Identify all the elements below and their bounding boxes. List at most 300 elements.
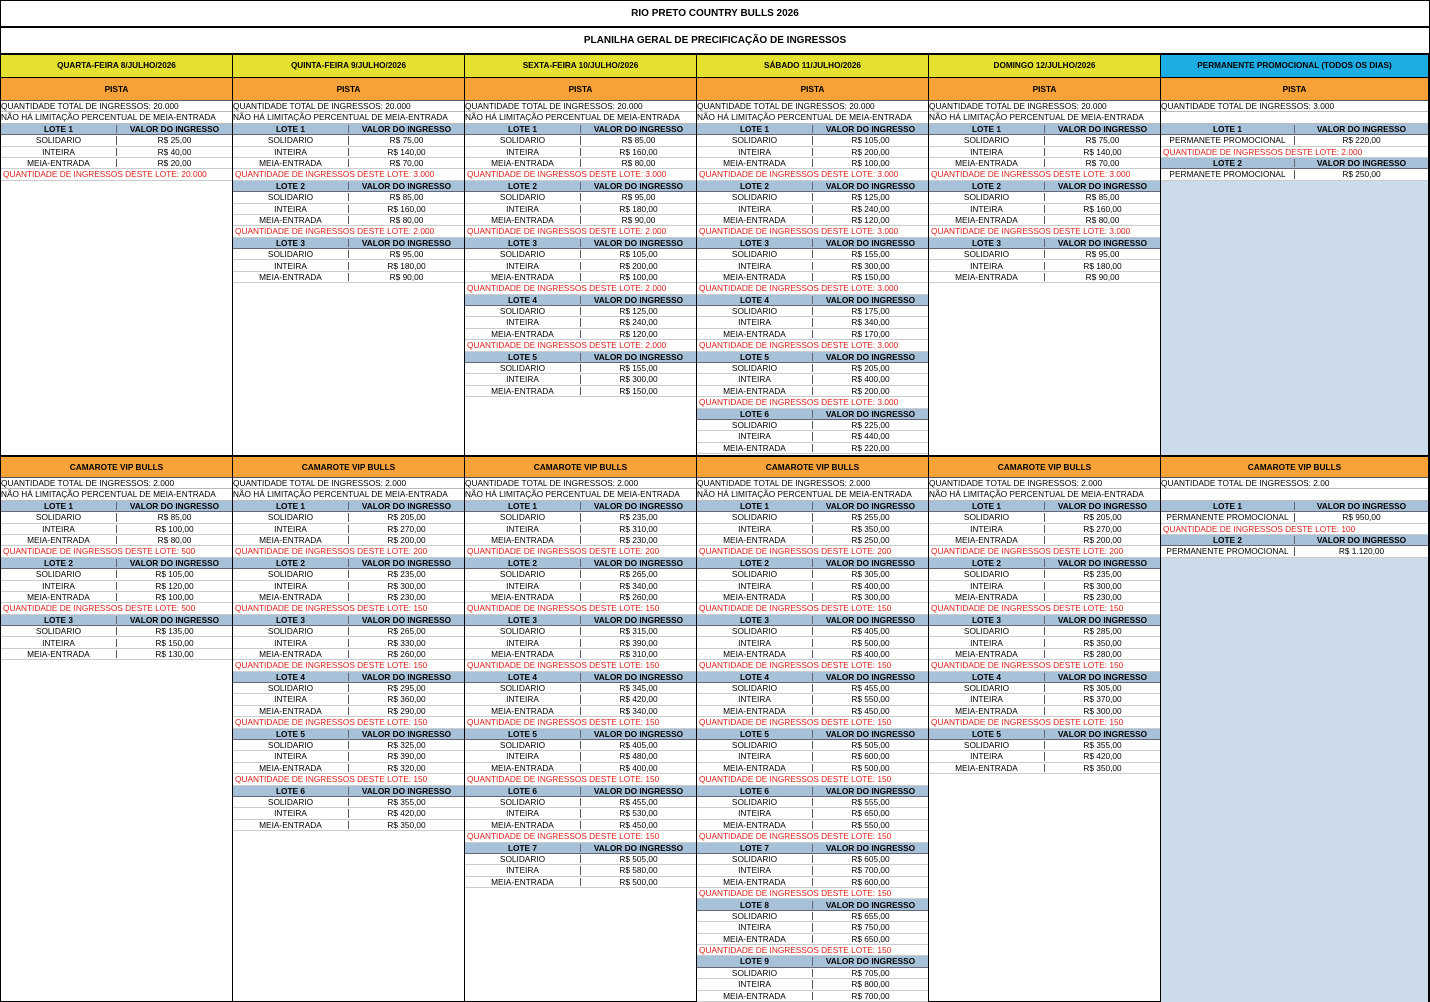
price-row-type: MEIA-ENTRADA — [697, 707, 813, 715]
pista-section — [233, 78, 464, 283]
price-row — [929, 581, 1160, 592]
price-row-value: R$ 300,00 — [387, 581, 426, 590]
lote-header-value: VALOR DO INGRESSO — [825, 729, 916, 738]
lote-header — [1, 501, 232, 512]
meia-entrada-note: NÃO HÁ LIMITAÇÃO PERCENTUAL DE MEIA-ENTRADA — [465, 489, 696, 500]
price-row-value: R$ 175,00 — [851, 307, 890, 316]
price-row-value: R$ 370,00 — [1083, 695, 1122, 704]
lote-header — [697, 843, 928, 854]
price-row — [697, 443, 928, 454]
lote-header-type: LOTE 1 — [465, 502, 581, 510]
price-row — [929, 524, 1160, 535]
lote-header-type: LOTE 2 — [1161, 159, 1295, 167]
lote-header-type: LOTE 3 — [465, 616, 581, 624]
price-row-value: R$ 255,00 — [851, 513, 890, 522]
price-row-value: R$ 125,00 — [619, 307, 658, 316]
price-row-type: SOLIDARIO — [233, 250, 349, 258]
lote-header-type: LOTE 1 — [929, 125, 1045, 133]
price-row — [697, 911, 928, 922]
price-row-value: R$ 180,00 — [619, 204, 658, 213]
lote-header — [929, 558, 1160, 569]
lote-quantity: QUANTIDADE DE INGRESSOS DESTE LOTE: 2.000 — [465, 283, 696, 294]
price-row-type: SOLIDARIO — [1, 627, 117, 635]
price-row — [233, 192, 464, 203]
price-row-type: INTEIRA — [697, 639, 813, 647]
lote-quantity: QUANTIDADE DE INGRESSOS DESTE LOTE: 150 — [697, 888, 928, 899]
price-row — [465, 158, 696, 169]
price-row-type: INTEIRA — [465, 262, 581, 270]
price-row-type: MEIA-ENTRADA — [929, 273, 1045, 281]
price-row-value: R$ 85,00 — [157, 513, 192, 522]
price-row-type: PERMANETE PROMOCIONAL — [1161, 136, 1295, 144]
lote-header-type: LOTE 3 — [697, 239, 813, 247]
price-row-value: R$ 500,00 — [851, 763, 890, 773]
price-row-type: INTEIRA — [697, 318, 813, 326]
price-row-value: R$ 180,00 — [1083, 261, 1122, 270]
price-row-type: SOLIDARIO — [697, 193, 813, 201]
lote-quantity: QUANTIDADE DE INGRESSOS DESTE LOTE: 500 — [1, 546, 232, 557]
price-row-value: R$ 240,00 — [619, 318, 658, 327]
price-row-value: R$ 25,00 — [157, 136, 192, 145]
lote-header — [465, 672, 696, 683]
price-row-value: R$ 250,00 — [851, 536, 890, 545]
price-row-value: R$ 325,00 — [387, 741, 426, 750]
lote-header — [465, 124, 696, 135]
price-row — [929, 249, 1160, 260]
price-row-type: MEIA-ENTRADA — [233, 764, 349, 772]
price-row-value: R$ 70,00 — [389, 159, 424, 168]
pista-column — [1, 78, 233, 455]
lote-quantity: QUANTIDADE DE INGRESSOS DESTE LOTE: 150 — [233, 717, 464, 728]
price-row — [465, 797, 696, 808]
lote-quantity: QUANTIDADE DE INGRESSOS DESTE LOTE: 3.000 — [233, 169, 464, 180]
price-row-value: R$ 235,00 — [1083, 570, 1122, 579]
lote-quantity: QUANTIDADE DE INGRESSOS DESTE LOTE: 150 — [465, 831, 696, 842]
lote-header-type: LOTE 2 — [697, 559, 813, 567]
total-quantity: QUANTIDADE TOTAL DE INGRESSOS: 20.000 — [1, 101, 232, 112]
lote-header-type: LOTE 4 — [697, 673, 813, 681]
lote-header-type: LOTE 6 — [233, 787, 349, 795]
pista-column — [1161, 78, 1429, 455]
price-row-value: R$ 225,00 — [851, 420, 890, 430]
pista-section — [1, 78, 232, 181]
pista-section — [465, 78, 696, 397]
price-row-type: SOLIDARIO — [465, 307, 581, 315]
price-row-type: INTEIRA — [1, 148, 117, 156]
lote-header-type: LOTE 2 — [1, 559, 117, 567]
price-row — [697, 979, 928, 990]
price-row-value: R$ 105,00 — [851, 136, 890, 145]
lote-quantity: QUANTIDADE DE INGRESSOS DESTE LOTE: 2.000 — [465, 226, 696, 237]
price-row-type: SOLIDARIO — [465, 741, 581, 749]
lote-header — [1, 615, 232, 626]
lote-header — [233, 729, 464, 740]
lote-header-value: VALOR DO INGRESSO — [361, 238, 452, 248]
price-row-value: R$ 405,00 — [619, 741, 658, 750]
price-row-type: MEIA-ENTRADA — [697, 444, 813, 452]
price-row-type: SOLIDARIO — [697, 307, 813, 315]
lote-header-type: LOTE 1 — [1161, 125, 1295, 133]
lote-header — [1161, 158, 1428, 169]
lote-header-type: LOTE 4 — [465, 673, 581, 681]
lote-header — [465, 729, 696, 740]
price-row-type: MEIA-ENTRADA — [697, 764, 813, 772]
price-row-type: SOLIDARIO — [929, 627, 1045, 635]
lote-header — [465, 295, 696, 306]
price-row-value: R$ 85,00 — [389, 193, 424, 202]
total-quantity: QUANTIDADE TOTAL DE INGRESSOS: 2.000 — [1, 478, 232, 489]
price-row-value: R$ 295,00 — [387, 684, 426, 693]
lote-header-type: LOTE 5 — [697, 353, 813, 361]
price-row-value: R$ 230,00 — [387, 592, 426, 602]
lote-header — [697, 501, 928, 512]
lote-header-value: VALOR DO INGRESSO — [1057, 124, 1148, 134]
price-row — [697, 922, 928, 933]
lote-header-value: VALOR DO INGRESSO — [361, 729, 452, 738]
price-row-value: R$ 120,00 — [155, 581, 194, 590]
price-row-type: INTEIRA — [929, 639, 1045, 647]
price-row-value: R$ 260,00 — [619, 592, 658, 602]
pista-section-title: PISTA — [1161, 78, 1428, 101]
price-row — [465, 751, 696, 762]
camarote-column — [929, 455, 1161, 1002]
lote-quantity: QUANTIDADE DE INGRESSOS DESTE LOTE: 3.000 — [697, 340, 928, 351]
price-row-type: MEIA-ENTRADA — [697, 330, 813, 338]
price-row — [697, 740, 928, 751]
lote-header — [697, 899, 928, 910]
price-row-value: R$ 280,00 — [1083, 649, 1122, 659]
price-row-type: SOLIDARIO — [697, 855, 813, 863]
price-row — [929, 215, 1160, 226]
price-row — [697, 135, 928, 146]
lote-header-value: VALOR DO INGRESSO — [1057, 615, 1148, 625]
price-row-type: MEIA-ENTRADA — [697, 216, 813, 224]
price-row — [929, 706, 1160, 717]
price-row-value: R$ 600,00 — [851, 877, 890, 887]
price-row — [697, 808, 928, 819]
lote-header-value: VALOR DO INGRESSO — [825, 615, 916, 625]
lote-header — [697, 615, 928, 626]
lote-header-type: LOTE 1 — [465, 125, 581, 133]
price-row-type: SOLIDARIO — [1, 513, 117, 521]
price-row-type: MEIA-ENTRADA — [233, 216, 349, 224]
price-row-type: INTEIRA — [1, 582, 117, 590]
price-row — [929, 204, 1160, 215]
lote-header-value: VALOR DO INGRESSO — [593, 181, 684, 191]
price-row — [465, 147, 696, 158]
price-row — [697, 420, 928, 431]
price-row-value: R$ 300,00 — [1083, 706, 1122, 716]
lote-header-value: VALOR DO INGRESSO — [1057, 238, 1148, 248]
lote-header-value: VALOR DO INGRESSO — [593, 238, 684, 248]
lote-header-type: LOTE 3 — [233, 616, 349, 624]
lote-header — [1, 124, 232, 135]
price-row-value: R$ 235,00 — [387, 570, 426, 579]
price-row-value: R$ 705,00 — [851, 968, 890, 978]
price-row — [465, 808, 696, 819]
price-row — [233, 272, 464, 283]
lote-header-type: LOTE 5 — [465, 353, 581, 361]
lote-header-type: LOTE 1 — [1, 502, 117, 510]
price-row-type: INTEIRA — [465, 375, 581, 383]
price-row-type: SOLIDARIO — [1, 136, 117, 144]
lote-quantity: QUANTIDADE DE INGRESSOS DESTE LOTE: 150 — [929, 717, 1160, 728]
price-row — [465, 854, 696, 865]
lote-header-type: LOTE 1 — [929, 502, 1045, 510]
price-row-type: INTEIRA — [697, 809, 813, 817]
camarote-section-title: CAMAROTE VIP BULLS — [929, 455, 1160, 478]
price-row-type: INTEIRA — [697, 525, 813, 533]
price-row-value: R$ 400,00 — [851, 375, 890, 384]
price-row-type: MEIA-ENTRADA — [929, 216, 1045, 224]
lote-quantity: QUANTIDADE DE INGRESSOS DESTE LOTE: 500 — [1, 603, 232, 614]
price-row — [697, 249, 928, 260]
price-row-type: INTEIRA — [233, 262, 349, 270]
lote-header-type: LOTE 2 — [233, 182, 349, 190]
total-quantity: QUANTIDADE TOTAL DE INGRESSOS: 2.000 — [233, 478, 464, 489]
price-row-value: R$ 350,00 — [1083, 763, 1122, 773]
lote-quantity: QUANTIDADE DE INGRESSOS DESTE LOTE: 2.000 — [233, 226, 464, 237]
price-row — [465, 386, 696, 397]
lote-header — [465, 786, 696, 797]
price-row-type: MEIA-ENTRADA — [465, 330, 581, 338]
price-row-value: R$ 605,00 — [851, 854, 890, 864]
price-row-value: R$ 125,00 — [851, 193, 890, 202]
price-row-type: PERMANETE PROMOCIONAL — [1161, 170, 1295, 178]
lote-header-value: VALOR DO INGRESSO — [825, 558, 916, 568]
price-row — [233, 524, 464, 535]
price-row-value: R$ 140,00 — [1083, 147, 1122, 156]
price-row-type: SOLIDARIO — [697, 969, 813, 977]
price-row — [465, 249, 696, 260]
price-row-value: R$ 20,00 — [157, 159, 192, 168]
price-row-type: MEIA-ENTRADA — [929, 536, 1045, 544]
lote-header-type: LOTE 6 — [465, 787, 581, 795]
lote-header-value: VALOR DO INGRESSO — [361, 181, 452, 191]
price-row — [697, 706, 928, 717]
price-row — [697, 363, 928, 374]
lote-header — [929, 501, 1160, 512]
price-row — [465, 215, 696, 226]
price-row-type: INTEIRA — [697, 432, 813, 440]
price-row — [1, 637, 232, 648]
price-row-value: R$ 500,00 — [619, 877, 658, 887]
pista-column — [697, 78, 929, 455]
price-row — [233, 797, 464, 808]
price-row — [697, 637, 928, 648]
price-row-value: R$ 150,00 — [619, 386, 658, 396]
price-row — [233, 694, 464, 705]
price-row — [465, 512, 696, 523]
pista-section-title: PISTA — [697, 78, 928, 101]
price-row-value: R$ 105,00 — [619, 250, 658, 259]
price-row-type: INTEIRA — [929, 148, 1045, 156]
price-row-value: R$ 340,00 — [619, 581, 658, 590]
lote-quantity: QUANTIDADE DE INGRESSOS DESTE LOTE: 3.000 — [465, 169, 696, 180]
lote-header — [697, 409, 928, 420]
lote-quantity: QUANTIDADE DE INGRESSOS DESTE LOTE: 150 — [697, 717, 928, 728]
price-row — [1, 158, 232, 169]
price-row — [697, 147, 928, 158]
price-row-type: PERMANENTE PROMOCIONAL — [1161, 513, 1295, 521]
price-row-value: R$ 360,00 — [387, 695, 426, 704]
lote-quantity: QUANTIDADE DE INGRESSOS DESTE LOTE: 150 — [697, 945, 928, 956]
lote-header — [929, 672, 1160, 683]
price-row-type: INTEIRA — [697, 695, 813, 703]
pista-section — [929, 78, 1160, 283]
lote-header-value: VALOR DO INGRESSO — [361, 501, 452, 511]
lote-quantity: QUANTIDADE DE INGRESSOS DESTE LOTE: 200 — [233, 546, 464, 557]
lote-header-type: LOTE 2 — [697, 182, 813, 190]
price-row-type: MEIA-ENTRADA — [233, 650, 349, 658]
lote-header-value: VALOR DO INGRESSO — [593, 501, 684, 511]
lote-header — [1, 558, 232, 569]
lote-header-value: VALOR DO INGRESSO — [129, 124, 220, 134]
price-row — [465, 260, 696, 271]
price-row-type: SOLIDARIO — [929, 570, 1045, 578]
lote-header — [697, 558, 928, 569]
price-row — [697, 192, 928, 203]
price-row — [697, 877, 928, 888]
price-row — [465, 192, 696, 203]
total-quantity: QUANTIDADE TOTAL DE INGRESSOS: 2.000 — [697, 478, 928, 489]
price-row-value: R$ 235,00 — [619, 513, 658, 522]
lote-quantity: QUANTIDADE DE INGRESSOS DESTE LOTE: 150 — [697, 831, 928, 842]
price-row-value: R$ 600,00 — [851, 752, 890, 761]
total-quantity: QUANTIDADE TOTAL DE INGRESSOS: 2.00 — [1161, 478, 1428, 489]
price-row-type: INTEIRA — [929, 752, 1045, 760]
price-row — [465, 535, 696, 546]
lote-header-value: VALOR DO INGRESSO — [825, 672, 916, 681]
price-row — [697, 683, 928, 694]
price-row-value: R$ 150,00 — [851, 272, 890, 282]
price-row-value: R$ 85,00 — [621, 136, 656, 145]
camarote-column — [465, 455, 697, 1002]
price-row — [1161, 135, 1428, 146]
price-row-type: SOLIDARIO — [697, 250, 813, 258]
sheet-title: RIO PRETO COUNTRY BULLS 2026 — [1, 1, 1429, 28]
price-row-value: R$ 340,00 — [851, 318, 890, 327]
price-row-value: R$ 205,00 — [851, 364, 890, 373]
lote-header-value: VALOR DO INGRESSO — [1316, 501, 1407, 511]
price-row-type: INTEIRA — [233, 525, 349, 533]
price-row — [1, 135, 232, 146]
price-row-value: R$ 70,00 — [1085, 159, 1120, 168]
price-row — [929, 512, 1160, 523]
lote-header-type: LOTE 4 — [465, 296, 581, 304]
price-row-value: R$ 200,00 — [851, 147, 890, 156]
price-row-value: R$ 500,00 — [851, 638, 890, 647]
price-row-value: R$ 95,00 — [389, 250, 424, 259]
price-row-type: SOLIDARIO — [929, 684, 1045, 692]
lote-header-value: VALOR DO INGRESSO — [593, 558, 684, 568]
lote-quantity: QUANTIDADE DE INGRESSOS DESTE LOTE: 20.000 — [1, 169, 232, 180]
price-row-value: R$ 75,00 — [389, 136, 424, 145]
lote-header-value: VALOR DO INGRESSO — [825, 501, 916, 511]
lote-header-value: VALOR DO INGRESSO — [825, 124, 916, 134]
price-row-value: R$ 300,00 — [851, 592, 890, 602]
price-row-type: MEIA-ENTRADA — [929, 650, 1045, 658]
price-row-value: R$ 350,00 — [387, 820, 426, 830]
lote-header — [465, 181, 696, 192]
price-row-type: INTEIRA — [465, 695, 581, 703]
price-row — [465, 569, 696, 580]
price-row-value: R$ 155,00 — [619, 364, 658, 373]
price-row-type: INTEIRA — [465, 809, 581, 817]
price-row — [697, 272, 928, 283]
price-row-type: MEIA-ENTRADA — [465, 593, 581, 601]
price-row-type: MEIA-ENTRADA — [233, 273, 349, 281]
lote-header-value: VALOR DO INGRESSO — [593, 295, 684, 304]
price-row-type: MEIA-ENTRADA — [465, 273, 581, 281]
meia-entrada-note: NÃO HÁ LIMITAÇÃO PERCENTUAL DE MEIA-ENTRADA — [697, 489, 928, 500]
price-row — [697, 592, 928, 603]
total-quantity: QUANTIDADE TOTAL DE INGRESSOS: 20.000 — [929, 101, 1160, 112]
price-row-type: INTEIRA — [465, 148, 581, 156]
price-row-value: R$ 310,00 — [619, 649, 658, 659]
lote-header — [929, 615, 1160, 626]
price-row — [929, 694, 1160, 705]
price-row — [697, 820, 928, 831]
price-row — [697, 260, 928, 271]
lote-quantity: QUANTIDADE DE INGRESSOS DESTE LOTE: 150 — [465, 774, 696, 785]
price-row — [1, 592, 232, 603]
price-row-type: MEIA-ENTRADA — [1, 593, 117, 601]
price-row — [233, 147, 464, 158]
meia-entrada-note: NÃO HÁ LIMITAÇÃO PERCENTUAL DE MEIA-ENTRADA — [465, 112, 696, 123]
camarote-section — [929, 455, 1160, 774]
price-row-type: MEIA-ENTRADA — [697, 159, 813, 167]
price-row — [465, 637, 696, 648]
price-row-type: MEIA-ENTRADA — [929, 593, 1045, 601]
pista-column — [465, 78, 697, 455]
price-row-value: R$ 550,00 — [851, 695, 890, 704]
price-row — [233, 683, 464, 694]
price-row-type: INTEIRA — [465, 639, 581, 647]
total-quantity: QUANTIDADE TOTAL DE INGRESSOS: 20.000 — [233, 101, 464, 112]
lote-header-value: VALOR DO INGRESSO — [825, 181, 916, 191]
price-row-value: R$ 505,00 — [619, 854, 658, 864]
day-header: QUARTA-FEIRA 8/JULHO/2026 — [1, 55, 233, 78]
price-row-type: SOLIDARIO — [929, 741, 1045, 749]
price-row — [465, 694, 696, 705]
price-row-type: SOLIDARIO — [465, 627, 581, 635]
lote-header-value: VALOR DO INGRESSO — [1316, 536, 1407, 545]
price-row-value: R$ 120,00 — [619, 329, 658, 339]
price-row-type: INTEIRA — [1, 639, 117, 647]
price-row-value: R$ 200,00 — [387, 536, 426, 545]
price-row — [465, 865, 696, 876]
camarote-section-title: CAMAROTE VIP BULLS — [1161, 455, 1428, 478]
price-row-type: SOLIDARIO — [465, 250, 581, 258]
price-row-type: MEIA-ENTRADA — [233, 821, 349, 829]
camarote-column — [697, 455, 929, 1002]
price-row-type: MEIA-ENTRADA — [465, 159, 581, 167]
price-row-value: R$ 80,00 — [1085, 215, 1120, 225]
price-row-value: R$ 160,00 — [619, 147, 658, 156]
lote-quantity: QUANTIDADE DE INGRESSOS DESTE LOTE: 2.000 — [1161, 147, 1428, 158]
lote-header-type: LOTE 2 — [1161, 536, 1295, 544]
price-row-type: MEIA-ENTRADA — [697, 878, 813, 886]
price-row — [465, 820, 696, 831]
price-row-value: R$ 75,00 — [1085, 136, 1120, 145]
price-row-value: R$ 390,00 — [619, 638, 658, 647]
price-row-value: R$ 95,00 — [621, 193, 656, 202]
price-row — [929, 683, 1160, 694]
price-row — [697, 329, 928, 340]
price-row-type: INTEIRA — [233, 639, 349, 647]
price-row-value: R$ 85,00 — [1085, 193, 1120, 202]
